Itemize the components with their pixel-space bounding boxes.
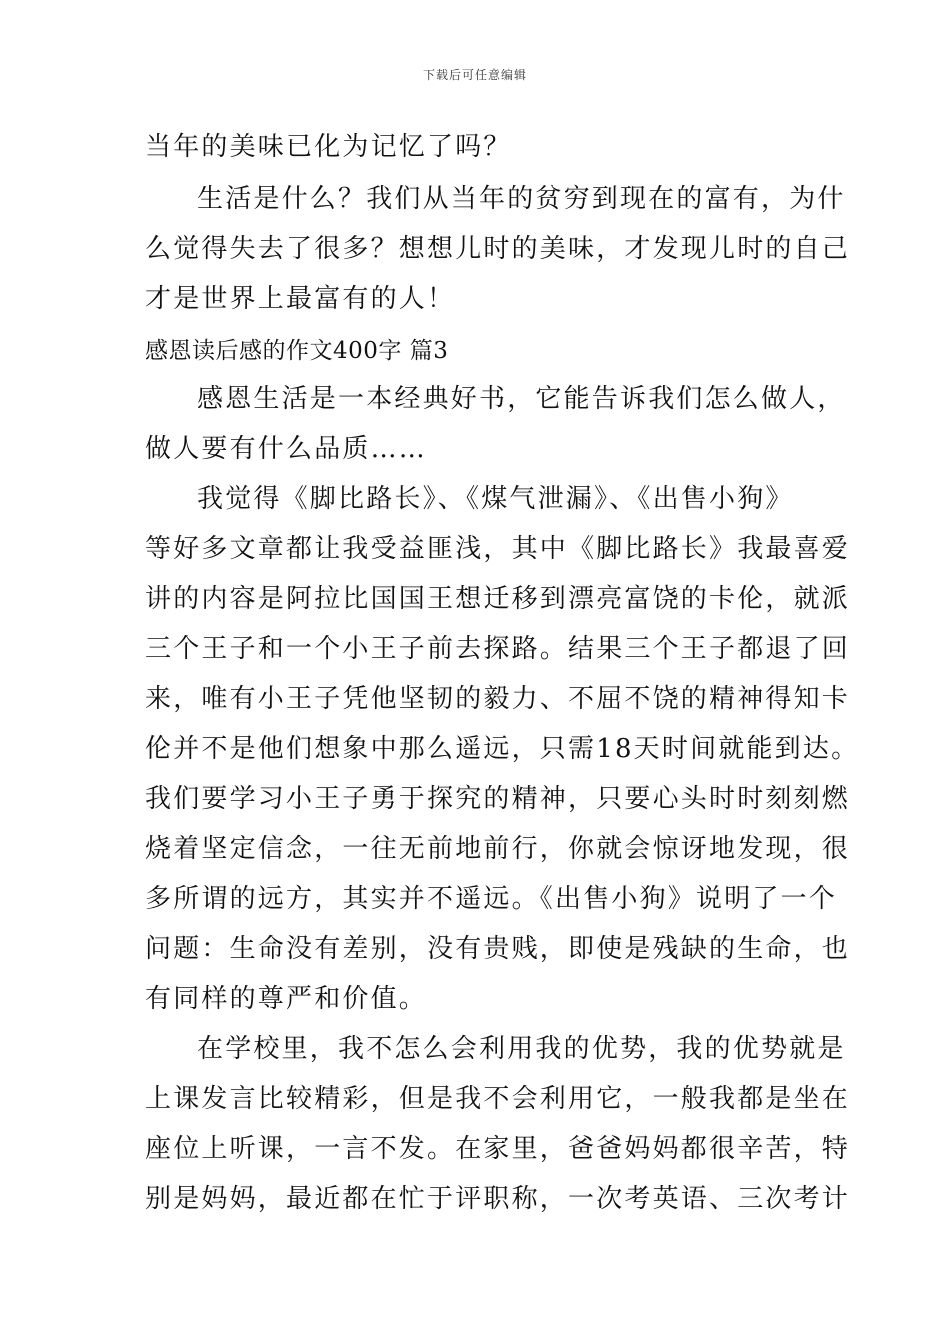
text-line: 三个王子和一个小王子前去探路。结果三个王子都退了回 xyxy=(145,634,851,664)
text-line: 讲的内容是阿拉比国国王想迁移到漂亮富饶的卡伦，就派 xyxy=(145,584,851,614)
text-line: 多所谓的远方，其实并不遥远。《出售小狗》说明了一个 xyxy=(145,884,838,914)
text-line: 等好多文章都让我受益匪浅，其中《脚比路长》我最喜爱 xyxy=(145,534,851,564)
text-line: 上课发言比较精彩，但是我不会利用它，一般我都是坐在 xyxy=(145,1084,851,1114)
section-heading: 感恩读后感的作文400字 篇3 xyxy=(145,338,449,364)
text-line: 烧着坚定信念，一往无前地前行，你就会惊讶地发现，很 xyxy=(145,834,851,864)
text-line: 来，唯有小王子凭他坚韧的毅力、不屈不饶的精神得知卡 xyxy=(145,684,851,714)
text-line: 我们要学习小王子勇于探究的精神，只要心头时时刻刻燃 xyxy=(145,784,851,814)
text-line: 有同样的尊严和价值。 xyxy=(145,984,428,1014)
text-line: 么觉得失去了很多？想想儿时的美味，才发现儿时的自己 xyxy=(145,234,851,264)
text-line: 座位上听课，一言不发。在家里，爸爸妈妈都很辛苦，特 xyxy=(145,1134,851,1164)
text-line: 问题：生命没有差别，没有贵贱，即使是残缺的生命，也 xyxy=(145,934,851,964)
text-line: 感恩生活是一本经典好书，它能告诉我们怎么做人， xyxy=(197,384,846,414)
text-line: 当年的美味已化为记忆了吗？ xyxy=(145,132,512,162)
text-line: 我觉得《脚比路长》、《煤气泄漏》、《出售小狗》 xyxy=(197,484,794,514)
page-header: 下载后可任意编辑 xyxy=(422,68,527,82)
text-line: 别是妈妈，最近都在忙于评职称，一次考英语、三次考计 xyxy=(145,1184,851,1214)
text-line: 在学校里，我不怎么会利用我的优势，我的优势就是 xyxy=(197,1034,846,1064)
text-line: 生活是什么？我们从当年的贫穷到现在的富有，为什 xyxy=(197,184,846,214)
text-line: 伦并不是他们想象中那么遥远，只需18天时间就能到达。 xyxy=(145,734,860,764)
text-line: 才是世界上最富有的人！ xyxy=(145,284,456,314)
text-line: 做人要有什么品质…… xyxy=(145,434,428,464)
